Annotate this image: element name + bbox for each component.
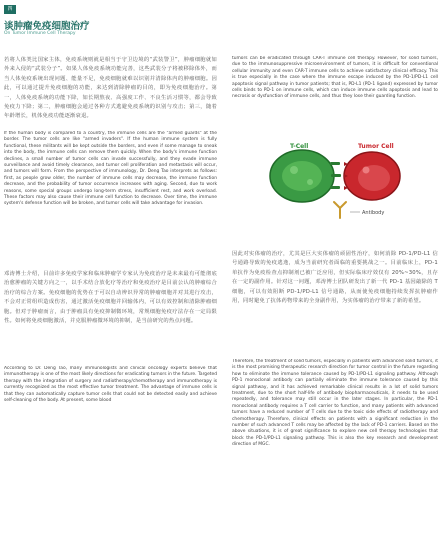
article-title: 谈肿瘤免疫细胞治疗 <box>4 21 90 32</box>
left-para-1-cn: 若将人体类比国家主体，免疫系统则就是相当于守卫边境的“武装警卫”，肿瘤细胞就如外来入侵的“武装分子”。如果人体免疫系统功能完善，这些武装分子将被移除体外，而当人体免疫系统出现问题、能量不足，免疫细胞就难以识别并清除体内的肿瘤细胞。因此，可以通过提升免疫细胞的功能，来达到清除肿瘤的目的，即为免疫细胞治疗。第一，人体免疫系统的功能下降，如长期熬夜、高强度工作、不良生活习惯等，都会导致免疫力下降；第二，肿瘤细胞会通过各种方式逃避免疫系统的识别与攻击；第三，随着年龄增长，机体免疫功能逐渐衰退。 <box>4 57 217 120</box>
tumor-cell-shape <box>344 152 400 200</box>
antibody-icon <box>334 202 346 218</box>
article-subtitle: On Tumor Immune Cell Therapy <box>4 31 76 36</box>
t-cell-shape <box>270 150 341 202</box>
t-cell-label: T-Cell <box>290 143 309 150</box>
right-para-2-en: Therefore, the treatment of solid tumors, especially in patients with advanced solid tumors, it is the most promising therapeutic research direction for tumor control in the future regarding how to eliminate the immune tolerance caused by PD-1/PD-L1 signaling pathway. Although PD-1 monoclonal antibody can partially eliminate the immune tolerance caused by this signal pathway, and it has achieved remarkable clinical results in a lot of solid tumors treatment, due to the short half-life of antibody biopharmaceuticals, it needs to be used repeatedly, and tolerance may still occur in the later stages. In particular, the PD-1 monoclonal antibody requires a T cell carrier to function, and many patients with advanced tumors have a reduced number of T cells due to the toxic side effects of radiotherapy and chemotherapy. Therefore, clinical effects on patients with a significant reduction in the number of such advanced T cells may be affected by the lack of PD-1 carriers. Based on the above situations, it is of great significance to explore new cell therapy technologies that block the PD-1/PD-L1 signaling pathway. This is also the key research and development direction of MGC. <box>232 359 438 448</box>
left-para-2-en: According to Dr. Deng Tao, many immunologists and clinical oncology experts believe that immunotherapy is one of the most likely directions for eradicating tumors in the future. Targeted therapy with the integration of surgery and radiotherapy/chemotherapy and immunotherapy is currently recognized as the most effective tumor treatment. The advantage of immune cells is that they can automatically capture tumor cells that could not be detected easily and achieve self-cleaning of the body. At present, some blood <box>4 366 217 404</box>
right-para-1-en: tumors can be eradicated through CAR-T immune cell therapy. However, for solid tumors, due to the immunosuppressive microenvironment of tumors, it is difficult for conventional cellular immunity and even CAR-T immune cells to achieve satisfactory clinical efficacy. This is true especially in the case where the immune escape induced by the PD-1/PD-L1 cell apoptosis signal pathway in tumor patients; that is, PD-L1 (PD-1 ligand) expressed by tumor cells binds to PD-1 on immune cells, which can induce immune cells apoptosis and lead to necrosis or dysfunction of immune cells, and thus they lose their guarding function. <box>232 56 438 100</box>
section-tag: 四 <box>4 5 16 14</box>
left-para-2-cn: 邓涛博士介绍，目前许多免疫学家和临床肿瘤学专家认为免疫治疗是未来最有可能彻底治愈肿瘤的关键方向之一，以手术结合放化疗等治疗和免疫治疗是目前公认的肿瘤综合治疗的综合方案。免疫细胞的优势在于可以自动辨识异常的肿瘤细胞并对其进行攻击，不会对正常组织造成伤害，通过激活免疫细胞并回输体内，可以有效控制和清除肿瘤细胞。但对于肿瘤而言，由于肿瘤具有免疫抑制微环境，常规细胞免疫疗法存在一定局限性。如何将免疫细胞激活，并克服肿瘤微环境的抑制，是当前研究的热点问题。 <box>4 271 217 325</box>
left-para-1-en: If the human body is compared to a country, the immune cells are the "armed guards" at the border. The tumor cells are like "armed invaders". If the human immune system is fully functional, these militants will be kept outside the borders, and even if some manage to sneak into the body, the immune cells can remove them quickly. When the body's immune function declines, a small number of tumor cells can invade successfully, and they evade immune surveillance and avoid timely clearance, and tumor cell proliferation and metastasis will occur, and tumors will form. From the perspective of immunology, Dr. Deng Tao interprets as follows: first, as people grow older, the number of immune cells may decrease, the immune function decrease, and the probability of tumor occurrence increases with aging. Second, due to work reasons, some special groups undergo long-term stress, insufficient rest, and work overload. These factors may also cause their immune cell function to decrease. Over time, the immune system's defense function will be broken, and tumor cells will take advantage for invasion. <box>4 131 217 207</box>
tcell-tumor-diagram <box>262 126 412 226</box>
tumor-cell-label: Tumor Cell <box>358 143 394 150</box>
antibody-label: Antibody <box>362 210 385 216</box>
right-para-2-cn: 因此对实体瘤的治疗，尤其是巨大实体瘤的顽固性治疗，如何消除 PD-1/PD-L1 信号通路导致的免疫逃逸，成为当前研究者面临的重要挑战之一。目前临床上，PD-1 单抗作为免疫检查点抑制剂已被广泛应用，但实际临床疗效仅有 20%~30%，且存在一定的副作用。针对这一问题，邓涛博士团队研发出了新一代 PD-1 基因敲除的 T 细胞，可以有效阻断 PD-1/PD-L1 信号通路，从而使免疫细胞持续发挥抗肿瘤作用，同时避免了抗体药物带来的全身副作用，为实体瘤的治疗带来了新的希望。 <box>232 251 438 305</box>
